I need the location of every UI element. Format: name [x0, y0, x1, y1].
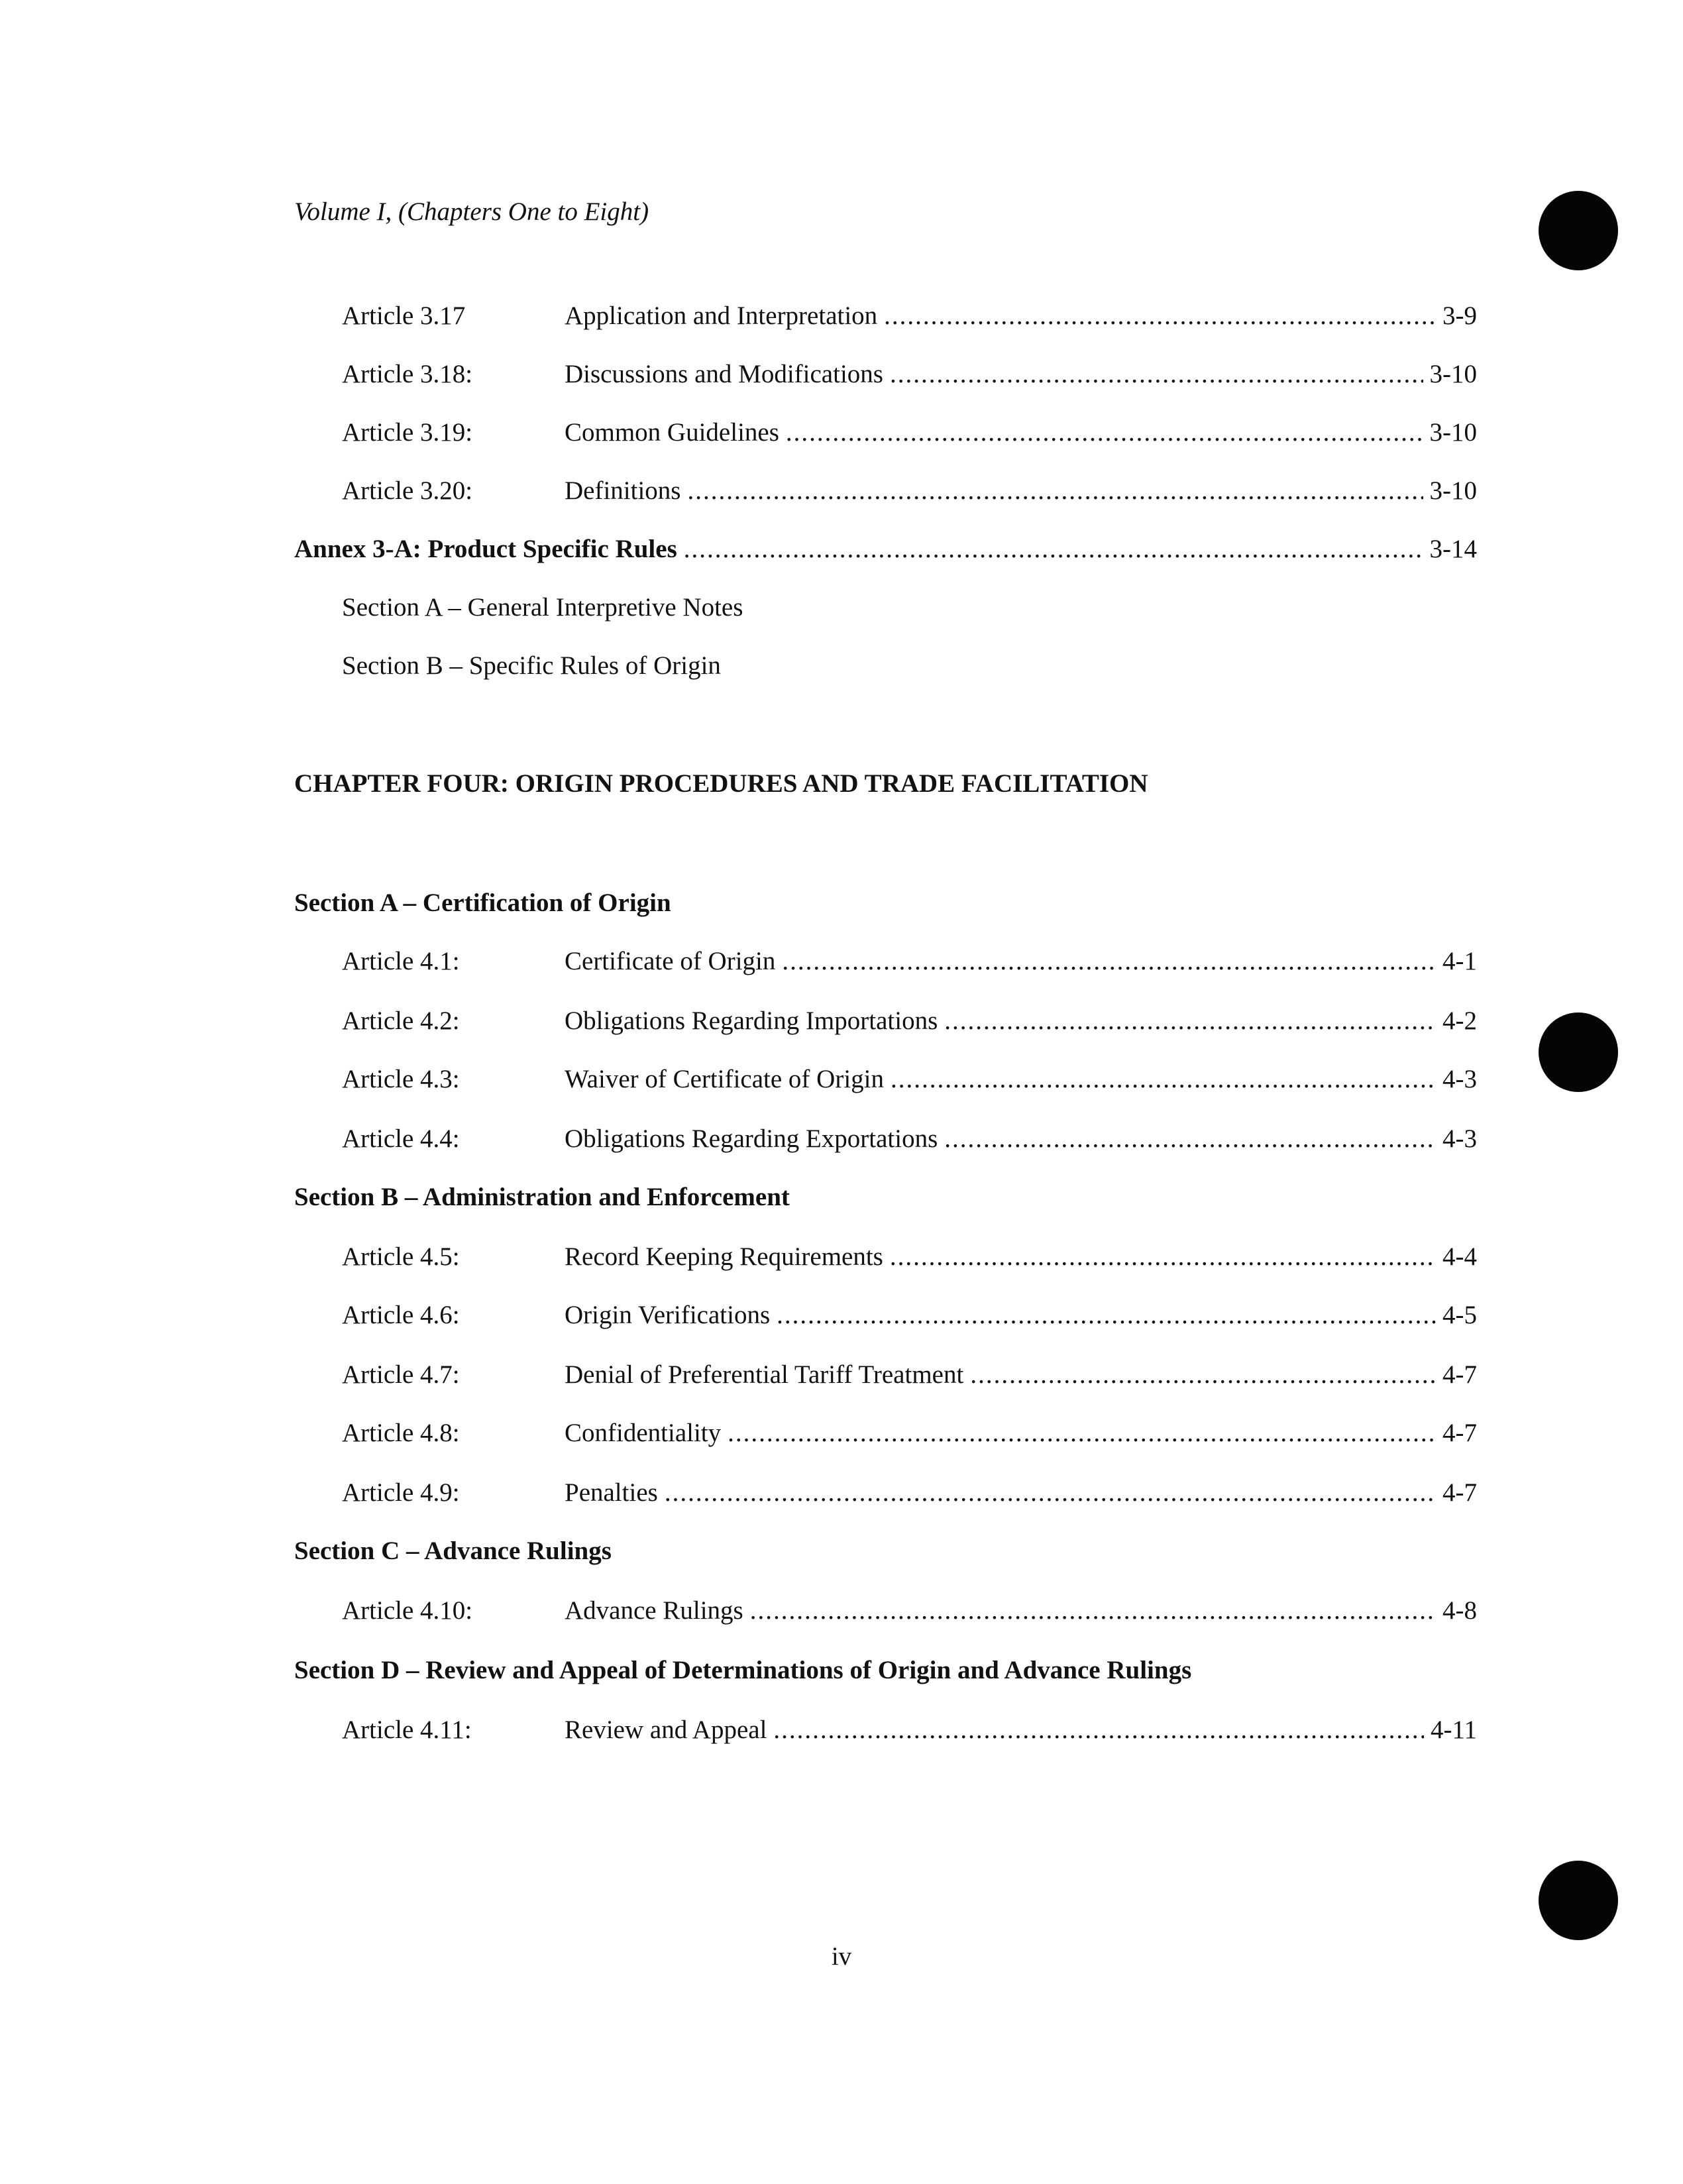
toc-entry-article-4-1[interactable] — [342, 945, 1477, 978]
dot-leader — [750, 1594, 1436, 1627]
dot-leader — [891, 1063, 1436, 1096]
article-number: Article 4.7: — [342, 1360, 460, 1389]
page-ref: 4-8 — [1442, 1596, 1477, 1625]
article-title: Review and Appeal — [565, 1716, 767, 1744]
toc-entry-article-4-10[interactable] — [342, 1594, 1477, 1627]
toc-entry-article-3-19[interactable] — [342, 416, 1477, 449]
page-ref: 4-7 — [1442, 1360, 1477, 1389]
page-ref: 3-10 — [1429, 418, 1477, 447]
page-ref: 4-3 — [1442, 1124, 1477, 1153]
article-title: Discussions and Modifications — [565, 360, 883, 388]
toc-entry-article-4-11[interactable] — [342, 1714, 1477, 1747]
article-title: Obligations Regarding Exportations — [565, 1124, 938, 1153]
page-ref: 4-7 — [1442, 1478, 1477, 1507]
article-number: Article 4.1: — [342, 947, 460, 975]
page-ref: 4-11 — [1430, 1716, 1477, 1744]
dot-leader — [890, 358, 1423, 391]
article-number: Article 3.18: — [342, 360, 473, 388]
dot-leader — [970, 1358, 1436, 1392]
article-number: Article 4.2: — [342, 1007, 460, 1035]
dot-leader — [944, 1122, 1436, 1156]
article-title: Common Guidelines — [565, 418, 779, 447]
toc-entry-article-4-5[interactable] — [342, 1240, 1477, 1274]
annex-section-a[interactable]: Section A – General Interpretive Notes — [342, 593, 743, 622]
page-ref: 4-4 — [1442, 1242, 1477, 1271]
article-number: Article 4.9: — [342, 1478, 460, 1507]
toc-entry-article-4-3[interactable] — [342, 1063, 1477, 1096]
page-ref: 3-10 — [1429, 476, 1477, 505]
dot-leader — [773, 1714, 1424, 1747]
toc-entry-article-4-2[interactable] — [342, 1005, 1477, 1038]
toc-entry-article-4-6[interactable] — [342, 1299, 1477, 1332]
dot-leader — [782, 945, 1436, 978]
dot-leader — [786, 416, 1423, 449]
page-ref: 3-10 — [1429, 360, 1477, 388]
article-title: Penalties — [565, 1478, 658, 1507]
toc-entry-article-3-18[interactable] — [342, 358, 1477, 391]
page-ref: 4-3 — [1442, 1065, 1477, 1093]
toc-entry-article-4-8[interactable] — [342, 1417, 1477, 1450]
article-number: Article 4.3: — [342, 1065, 460, 1093]
dot-leader — [890, 1240, 1436, 1274]
page-header: Volume I, (Chapters One to Eight) — [294, 197, 649, 226]
article-title: Certificate of Origin — [565, 947, 776, 975]
page-ref: 3-14 — [1429, 535, 1477, 563]
article-title: Confidentiality — [565, 1419, 722, 1447]
toc-entry-article-4-7[interactable] — [342, 1358, 1477, 1392]
article-number: Article 4.4: — [342, 1124, 460, 1153]
section-heading-c: Section C – Advance Rulings — [294, 1537, 612, 1565]
article-number: Article 4.11: — [342, 1716, 472, 1744]
annex-title: Annex 3-A: Product Specific Rules — [294, 535, 677, 563]
dot-leader — [777, 1299, 1436, 1332]
article-title: Origin Verifications — [565, 1301, 771, 1329]
toc-entry-article-3-17[interactable] — [342, 300, 1477, 333]
page-ref: 4-7 — [1442, 1419, 1477, 1447]
dot-leader — [665, 1476, 1436, 1509]
binder-hole-bottom — [1539, 1861, 1618, 1940]
article-title: Record Keeping Requirements — [565, 1242, 883, 1271]
page-ref: 4-2 — [1442, 1007, 1477, 1035]
toc-entry-article-3-20[interactable] — [342, 474, 1477, 508]
binder-hole-top — [1539, 191, 1618, 270]
chapter-heading: CHAPTER FOUR: ORIGIN PROCEDURES AND TRADE FACILITATION — [294, 769, 1148, 798]
article-number: Article 3.19: — [342, 418, 473, 447]
article-title: Waiver of Certificate of Origin — [565, 1065, 884, 1093]
page-ref: 4-1 — [1442, 947, 1477, 975]
article-number: Article 3.20: — [342, 476, 473, 505]
article-title: Definitions — [565, 476, 681, 505]
dot-leader — [687, 474, 1423, 508]
toc-entry-article-4-4[interactable] — [342, 1122, 1477, 1156]
article-number: Article 3.17 — [342, 301, 466, 330]
dot-leader — [728, 1417, 1436, 1450]
article-title: Advance Rulings — [565, 1596, 743, 1625]
annex-section-b[interactable]: Section B – Specific Rules of Origin — [342, 651, 721, 680]
page-ref: 4-5 — [1442, 1301, 1477, 1329]
dot-leader — [944, 1005, 1436, 1038]
section-heading-d: Section D – Review and Appeal of Determinations of Origin and Advance Rulings — [294, 1656, 1192, 1684]
section-heading-a: Section A – Certification of Origin — [294, 889, 671, 917]
dot-leader — [884, 300, 1436, 333]
article-title: Denial of Preferential Tariff Treatment — [565, 1360, 964, 1389]
dot-leader — [684, 533, 1423, 566]
section-heading-b: Section B – Administration and Enforcement — [294, 1183, 790, 1211]
article-number: Article 4.8: — [342, 1419, 460, 1447]
article-number: Article 4.5: — [342, 1242, 460, 1271]
binder-hole-middle — [1539, 1012, 1618, 1092]
article-number: Article 4.6: — [342, 1301, 460, 1329]
article-number: Article 4.10: — [342, 1596, 473, 1625]
article-title: Application and Interpretation — [565, 301, 878, 330]
page-ref: 3-9 — [1442, 301, 1477, 330]
page-number: iv — [831, 1942, 852, 1971]
toc-entry-article-4-9[interactable] — [342, 1476, 1477, 1509]
toc-entry-annex-3-a[interactable] — [294, 533, 1477, 566]
article-title: Obligations Regarding Importations — [565, 1007, 938, 1035]
